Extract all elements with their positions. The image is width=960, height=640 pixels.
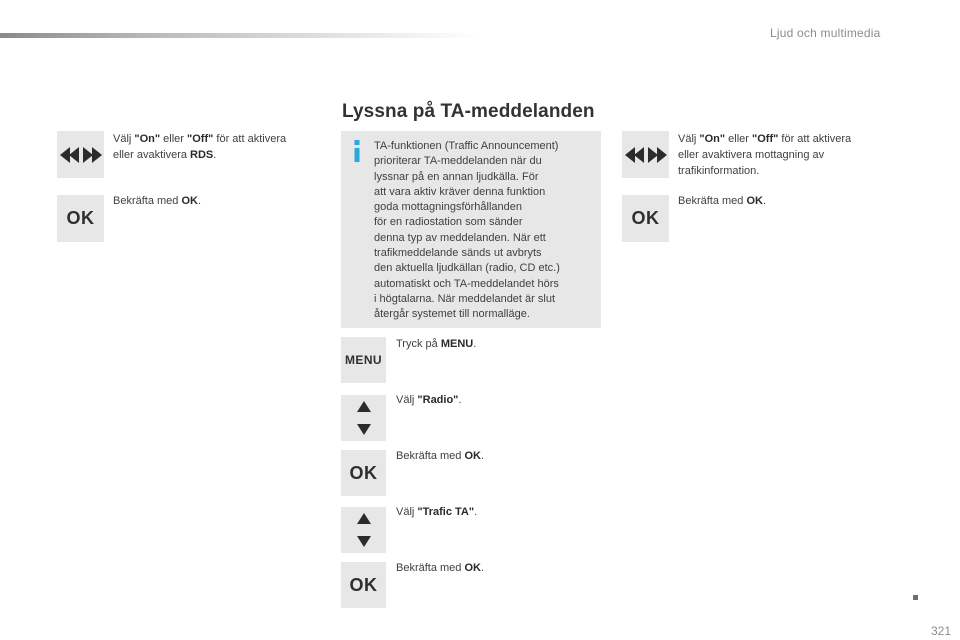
left-step-1-text: Välj "On" eller "Off" för att aktivera eller avaktivera RDS. (113, 133, 287, 161)
page-number: 321 (930, 624, 951, 638)
center-step-1-text: Tryck på MENU. (396, 338, 477, 350)
menu-icon-label: MENU (345, 353, 382, 367)
info-line: trafikmeddelande sänds ut avbryts (374, 247, 542, 260)
ok-button-illustration (57, 195, 104, 242)
right-step-2-text: Bekräfta med OK. (678, 195, 767, 207)
info-line: prioriterar TA-meddelanden när du (374, 155, 542, 168)
info-line: för en radiostation som sänder (374, 216, 523, 229)
seek-button-illustration (622, 131, 669, 178)
center-step-4-text: Välj "Trafic TA". (396, 506, 478, 518)
info-line: goda mottagningsförhållanden (374, 201, 523, 214)
seek-back-forward-icon (625, 147, 667, 163)
ok-button-illustration (341, 562, 386, 608)
info-line: denna typ av meddelanden. När ett (374, 231, 546, 244)
info-line: återgår systemet till normalläge. (374, 308, 530, 321)
seek-button-illustration (57, 131, 104, 178)
info-line: lyssnar på en annan ljudkälla. För (374, 170, 539, 183)
seek-back-forward-icon (60, 147, 102, 163)
up-down-button-illustration (341, 507, 386, 553)
info-line: i högtalarna. När meddelandet är slut (374, 292, 555, 305)
info-line: TA-funktionen (Traffic Announcement) (374, 140, 559, 152)
up-down-button-illustration (341, 395, 386, 441)
info-line: automatiskt och TA-meddelandet hörs (374, 277, 559, 290)
page-marker (913, 595, 918, 600)
ok-icon-label: OK (349, 574, 378, 595)
ok-button-illustration (341, 450, 386, 496)
page-heading: Lyssna på TA-meddelanden (342, 101, 595, 122)
header-gradient-bar (0, 33, 480, 38)
up-down-arrows-icon (357, 401, 371, 435)
menu-button-illustration (341, 337, 386, 383)
info-line: att vara aktiv kräver denna funktion (374, 185, 546, 198)
center-step-3-text: Bekräfta med OK. (396, 450, 485, 462)
right-step-1-text: Välj "On" eller "Off" för att aktivera eller avaktivera mottagning av trafikinformation. (678, 133, 852, 177)
ok-button-illustration (622, 195, 669, 242)
info-line: den aktuella ljudkällan (radio, CD etc.) (374, 262, 560, 275)
up-down-arrows-icon (357, 513, 371, 547)
ok-icon-label: OK (66, 208, 95, 228)
left-step-2-text: Bekräfta med OK. (113, 195, 202, 207)
info-icon (352, 140, 362, 162)
ok-icon-label: OK (631, 208, 660, 228)
ok-icon-label: OK (349, 462, 378, 483)
info-text (374, 139, 598, 323)
center-step-5-text: Bekräfta med OK. (396, 562, 485, 574)
section-title: Ljud och multimedia (770, 26, 881, 40)
center-step-2-text: Välj "Radio". (396, 394, 462, 406)
